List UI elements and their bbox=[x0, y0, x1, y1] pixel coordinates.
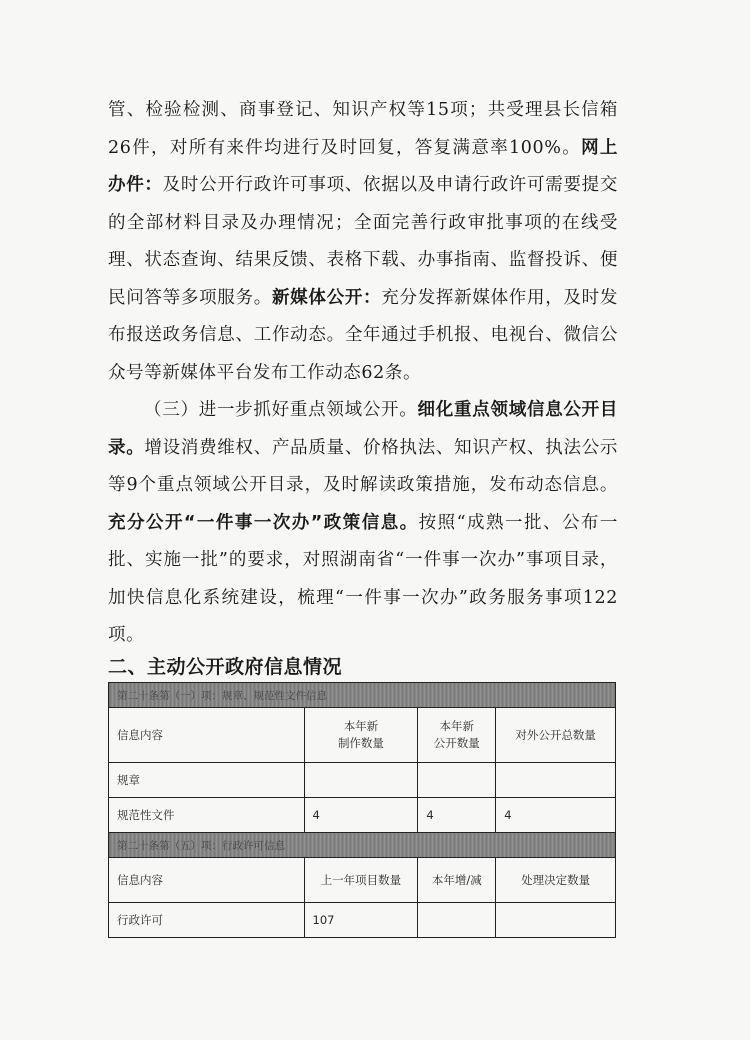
header-decisions: 处理决定数量 bbox=[496, 858, 616, 903]
header-info-content: 信息内容 bbox=[109, 858, 305, 903]
bold-label-one-thing: 充分公开“一件事一次办”政策信息。 bbox=[108, 512, 419, 533]
paragraph-key-areas bbox=[108, 392, 618, 655]
paragraph-text: 按照“成熟一批、公布一批、实施一批”的要求，对照湖南省“一件事一次办”事项目录，加快信息化系统建设，梳理“一件事一次办”政务服务事项122项。 bbox=[108, 512, 618, 645]
table-band-row bbox=[109, 833, 616, 858]
header-text: 制作数量 bbox=[337, 736, 384, 750]
header-change: 本年增/减 bbox=[418, 858, 496, 903]
paragraph-text: 增设消费维权、产品质量、价格执法、知识产权、执法公示等9个重点领域公开目录，及时解读政策措施，发布动态信息。 bbox=[108, 437, 618, 495]
cell-prev: 107 bbox=[304, 903, 418, 938]
cell-decisions bbox=[496, 903, 616, 938]
paragraph-text: 管、检验检测、商事登记、知识产权等15项；共受理县长信箱26件，对所有来件均进行及时回复，答复满意率100%。 bbox=[108, 100, 618, 158]
header-text: 本年新 bbox=[343, 719, 379, 733]
cell-made: 4 bbox=[304, 798, 418, 833]
table-row bbox=[109, 798, 616, 833]
bold-label-key-areas: 细化重点领域信息公开目录。 bbox=[108, 400, 619, 458]
paragraph-text: 及时公开行政许可事项、依据以及申请行政许可需要提交的全部材料目录及办理情况；全面完善行政审批事项的在线受理、状态查询、结果反馈、表格下载、办事指南、监督投诉、便民问答等多项服务。 bbox=[108, 175, 618, 308]
cell-name: 行政许可 bbox=[109, 903, 305, 938]
table-band-label: 第二十条第（一）项：规章、规范性文件信息 bbox=[109, 683, 616, 708]
paragraph-text: （三）进一步抓好重点领域公开。 bbox=[144, 400, 418, 420]
cell-name: 规范性文件 bbox=[109, 798, 305, 833]
paragraph-public-services bbox=[108, 92, 618, 392]
table-row bbox=[109, 763, 616, 798]
cell-total: 4 bbox=[496, 798, 616, 833]
header-text: 公开数量 bbox=[433, 736, 480, 750]
table-band-row bbox=[109, 683, 616, 708]
header-prev-count: 上一年项目数量 bbox=[304, 858, 418, 903]
table-header-row bbox=[109, 708, 616, 763]
table-band-label: 第二十条第（五）项：行政许可信息 bbox=[109, 833, 616, 858]
table-row bbox=[109, 903, 616, 938]
cell-published: 4 bbox=[418, 798, 496, 833]
bold-label-new-media: 新媒体公开： bbox=[271, 287, 382, 308]
cell-name: 规章 bbox=[109, 763, 305, 798]
header-total-published: 对外公开总数量 bbox=[496, 708, 616, 763]
disclosure-table bbox=[108, 682, 616, 938]
header-new-made bbox=[304, 708, 418, 763]
cell-total bbox=[496, 763, 616, 798]
cell-published bbox=[418, 763, 496, 798]
paragraph-text: 充分发挥新媒体作用，及时发布报送政务信息、工作动态。全年通过手机报、电视台、微信公众号等新媒体平台发布工作动态62条。 bbox=[108, 287, 618, 383]
cell-change bbox=[418, 903, 496, 938]
header-text: 本年新 bbox=[439, 719, 475, 733]
cell-made bbox=[304, 763, 418, 798]
header-new-published bbox=[418, 708, 496, 763]
section-heading: 二、主动公开政府信息情况 bbox=[108, 656, 343, 678]
table-header-row bbox=[109, 858, 616, 903]
header-info-content: 信息内容 bbox=[109, 708, 305, 763]
bold-label-online-service: 网上办件： bbox=[108, 137, 619, 195]
